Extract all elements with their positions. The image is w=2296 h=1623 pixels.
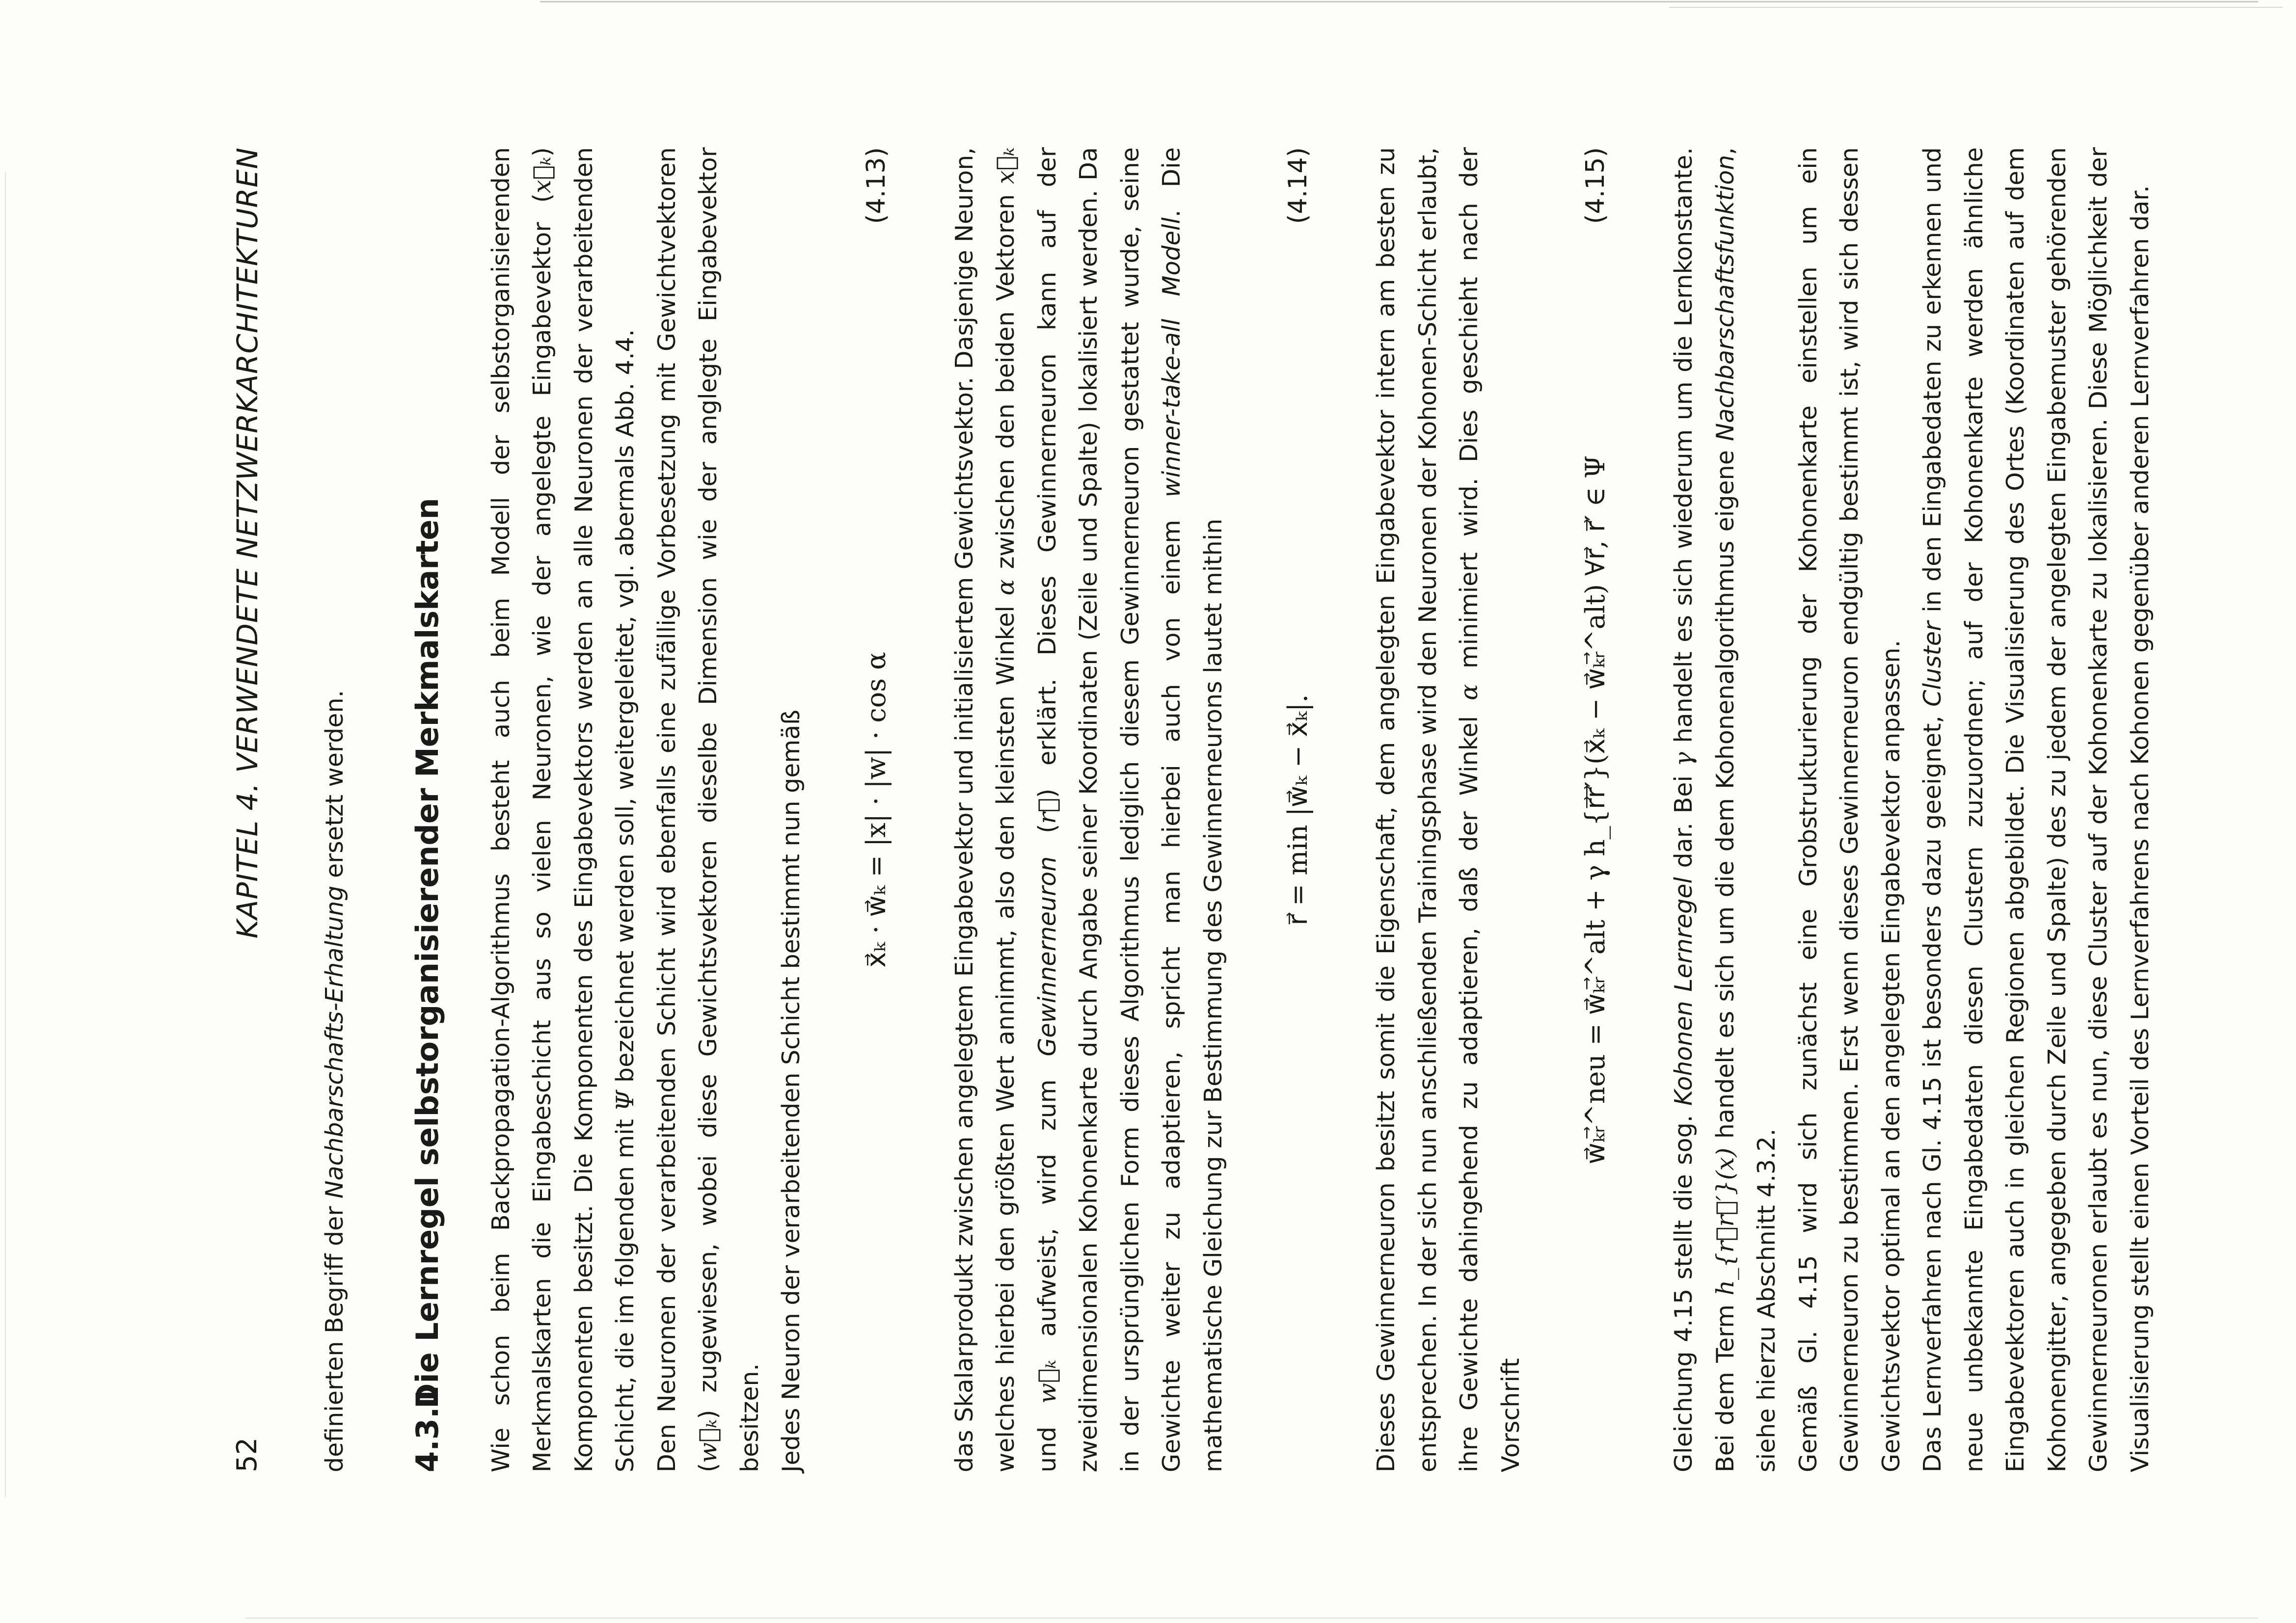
section-number: 4.3.1 — [409, 1385, 445, 1472]
chapter-title: KAPITEL 4. VERWENDETE NETZWERKARCHITEKTUREN — [231, 147, 264, 939]
math-symbol: x⃗ₖ — [528, 157, 556, 194]
equation-4-14 — [1277, 147, 1319, 1472]
equation-number: (4.14) — [1283, 147, 1313, 224]
rotated-book-page — [0, 147, 2258, 1472]
math-symbol: r⃗ — [1033, 798, 1061, 824]
section-heading — [408, 147, 447, 1472]
scan-edge-line — [245, 1618, 2258, 1619]
equation-expression: r⃗ = min |w⃗ₖ − x⃗ₖ|. — [1282, 694, 1313, 926]
equation-number: (4.15) — [1581, 147, 1610, 224]
emphasis: Nachbarschafts-Erhaltung — [321, 885, 349, 1198]
paragraph-6: Gleichung 4.15 stellt die sog. Kohonen Lernregel dar. Bei γ handelt es sich wiederum um die Lernkonstante. Bei dem Term h_{r⃗r⃗′}(x) handelt es sich um die dem Kohonenalgorithmus eigene Nachbarschaftsfunktion, siehe hierzu Abschnitt 4.3.2. — [1670, 147, 1781, 1472]
math-symbol: α — [1455, 684, 1483, 701]
section-title: Die Lernregel selbstorganisierender Merkmalskarten — [409, 498, 445, 1409]
paragraph-7: Gemäß Gl. 4.15 wird sich zunächst eine Grobstrukturierung der Kohonenkarte einstellen um ein Gewinnerneuron zu bestimmen. Erst wenn dieses Gewinnerneuron endgültig bestimmt ist, wird sich dessen Gewichtsvektor optimal an den angelegten Eingabevektor anpassen. — [1794, 147, 1905, 1472]
math-symbol: x⃗ₖ — [992, 147, 1020, 184]
math-symbol: α — [992, 579, 1020, 596]
emphasis: Cluster — [1918, 621, 1946, 707]
paragraph-1: Wie schon beim Backpropagation-Algorithmus besteht auch beim Modell der selbstorganisierenden Merkmalskarten die Eingabeschicht aus so vielen Neuronen, wie der angelegte Eingabevektor (x⃗ₖ) Komponenten besitzt. Die Komponenten des Eingabevektors werden an alle Neuronen der verarbeitenden Schicht, die im folgenden mit Ψ bezeichnet werden soll, weitergeleitet, vgl. abermals Abb. 4.4. — [486, 147, 639, 1472]
math-symbol: w⃗ₖ — [694, 1419, 722, 1463]
emphasis: Kohonen Lernregel — [1670, 877, 1698, 1106]
equation-4-15 — [1575, 147, 1616, 1472]
math-symbol: γ — [1670, 752, 1698, 767]
paragraph-2: Den Neuronen der verarbeitenden Schicht wird ebenfalls eine zufällige Vorbesetzung mit Gewichtvektoren (w⃗ₖ) zugewiesen, wobei diese Gewichtsvektoren dieselbe Dimension wie der anglegte Eingabevektor besitzen. — [652, 147, 764, 1472]
emphasis: Nachbarschaftsfunktion — [1711, 155, 1739, 441]
equation-expression: x⃗ₖ · w⃗ₖ = |x| · |w| · cos α — [860, 652, 891, 968]
emphasis: Gewinnerneuron — [1033, 856, 1061, 1057]
equation-expression: w⃗ₖᵣ⃗^neu = w⃗ₖᵣ⃗^alt + γ h_{r⃗r⃗′}(x⃗ₖ − w⃗ₖᵣ⃗^alt) ∀r⃗, r⃗′ ∈ Ψ — [1580, 455, 1611, 1165]
equation-4-13 — [856, 147, 897, 1472]
math-symbol: Ψ — [611, 1090, 639, 1112]
scan-edge-line — [540, 1, 2258, 2]
paragraph-5: Dieses Gewinnerneuron besitzt somit die Eigenschaft, dem angelegten Eingabevektor intern am besten zu entsprechen. In der sich nun anschließenden Trainingsphase wird den Neuronen der Kohonen-Schicht erlaubt, ihre Gewichte dahingehend zu adaptieren, daß der Winkel α minimiert wird. Dies geschieht nach der Vorschrift — [1372, 147, 1525, 1472]
emphasis: winner-take-all Modell — [1158, 217, 1186, 498]
running-header — [227, 147, 264, 1472]
equation-number: (4.13) — [861, 147, 891, 224]
paragraph-8: Das Lernverfahren nach Gl. 4.15 ist besonders dazu geeignet, Cluster in den Eingabedaten zu erkennen und neue unbekannte Eingabedaten diesen Clustern zuzuordnen; auf der Kohonenkarte werden ähnliche Eingabevektoren auch in gleichen Regionen abgebildet. Die Visualisierung des Ortes (Koordinaten auf dem Kohonengitter, angegeben durch Zeile und Spalte) des zu jedem der angelegten Eingabemuster gehörenden Gewinnerneuronen erlaubt es nun, diese Cluster auf der Kohonenkarte zu lokalisieren. Diese Möglichkeit der Visualisierung stellt einen Vorteil des Lernverfahrens nach Kohonen gegenüber anderen Lernverfahren dar. — [1918, 147, 2154, 1472]
intro-paragraph: definierten Begriff der Nachbarschafts-Erhaltung ersetzt werden. — [321, 690, 349, 1472]
page-number: 52 — [231, 1437, 263, 1472]
paragraph-3: Jedes Neuron der verarbeitenden Schicht bestimmt nun gemäß — [777, 709, 805, 1472]
paragraph-4: das Skalarprodukt zwischen angelegtem Eingabevektor und initialisiertem Gewichtsvektor. Dasjenige Neuron, welches hierbei den größten Wert annimmt, also den kleinsten Winkel α zwischen den beiden Vektoren x⃗ₖ und w⃗ₖ aufweist, wird zum Gewinnerneuron (r⃗) erklärt. Dieses Gewinnerneuron kann auf der zweidimensionalen Kohonenkarte durch Angabe seiner Koordinaten (Zeile und Spalte) lokalisiert werden. Da in der ursprünglichen Form dieses Algorithmus lediglich diesem Gewinnerneuron gestattet wurde, seine Gewichte weiter zu adaptieren, spricht man hierbei auch von einem winner-take-all Modell. Die mathematische Gleichung zur Bestimmung des Gewinnerneurons lautet mithin — [950, 147, 1227, 1472]
math-symbol: w⃗ₖ — [1033, 1359, 1061, 1404]
math-symbol: h_{r⃗r⃗′}(x) — [1711, 1147, 1739, 1296]
page-body — [314, 147, 2161, 1472]
scan-edge-line — [1669, 7, 2283, 8]
